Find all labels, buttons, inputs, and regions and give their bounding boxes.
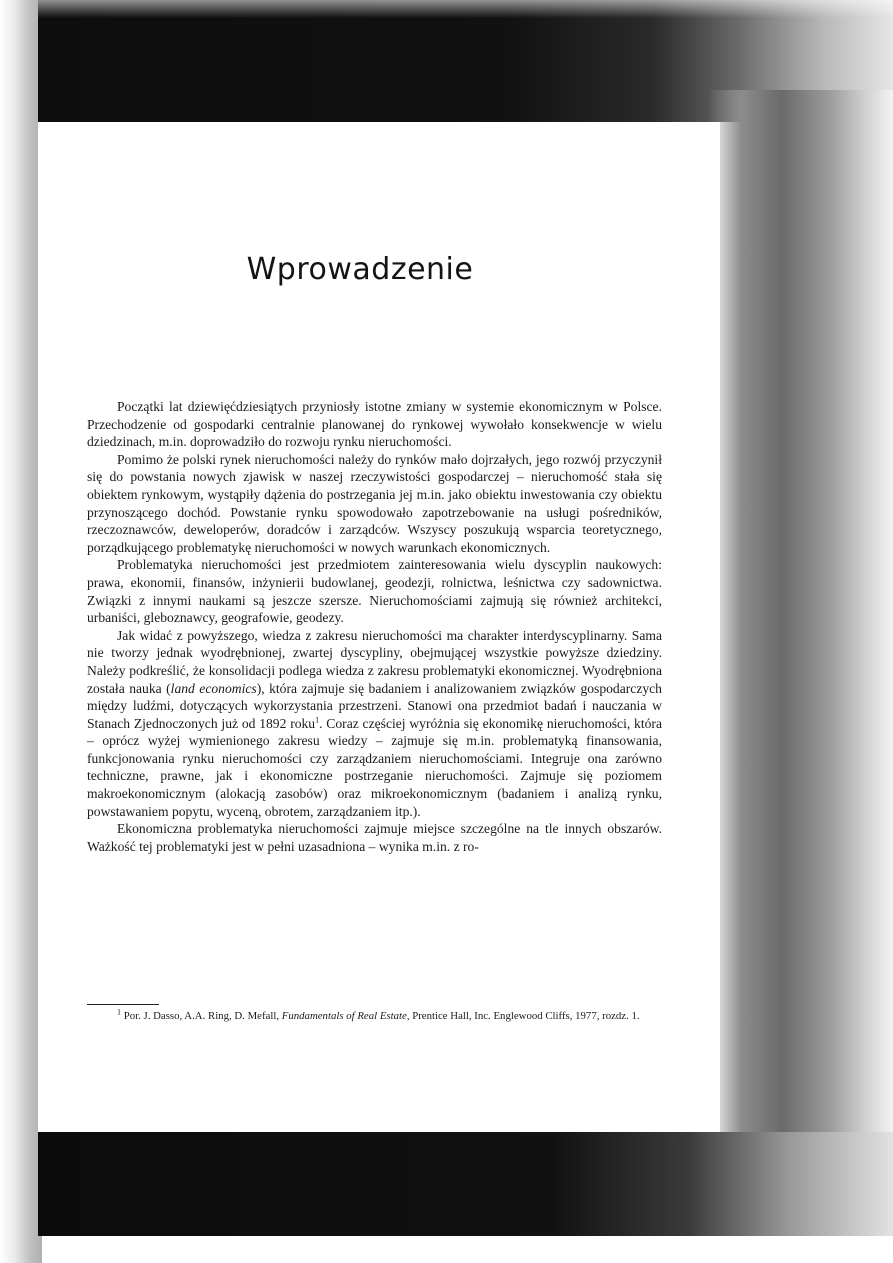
- scan-shadow-left: [0, 0, 42, 1263]
- footnote-part-2: , Prentice Hall, Inc. Englewood Cliffs, 1977, rozdz. 1.: [406, 1010, 640, 1022]
- scan-shadow-right: [708, 90, 893, 1180]
- page-title: Wprowadzenie: [246, 252, 474, 287]
- paragraph-3: Problematyka nieruchomości jest przedmiotem zainteresowania wielu dyscyplin naukowych: prawa, ekonomii, finansów, inżynierii budowlanej, geodezji, rolnictwa, leśnictwa czy sadownictwa. Związki z innymi naukami są jeszcze szersze. Nieruchomościami zajmują się również architekci, urbaniści, gleboznawcy, geografowie, geodezy.: [87, 557, 662, 626]
- body-text: [87, 398, 662, 855]
- paragraph-4-part-3: . Coraz częściej wyróżnia się ekonomikę nieruchomości, która – oprócz wyżej wymienionego zakresu wiedzy – zajmuje się m.in. problematyką finansowania, funkcjonowania rynku nieruchomości czy zarządzaniem nieruchomościami. Integruje ona zarówno techniczne, prawne, jak i ekonomiczne postrzeganie nieruchomości. Zajmuje się poziomem makroekonomicznym (alokacją zasobów) oraz mikroekonomicznym (badaniem i analizą rynku, powstawaniem popytu, wyceną, obrotem, zarządzaniem itp.).: [87, 715, 662, 819]
- paragraph-5: Ekonomiczna problematyka nieruchomości zajmuje miejsce szczególne na tle innych obszarów. Ważkość tej problematyki jest w pełni uzasadniona – wynika m.in. z ro-: [87, 821, 662, 854]
- footnote-reference: 1: [315, 715, 320, 725]
- footnote-book-title: Fundamentals of Real Estate: [281, 1010, 407, 1022]
- paragraph-2: Pomimo że polski rynek nieruchomości należy do rynków mało dojrzałych, jego rozwój przyczynił się do powstania nowych zjawisk w naszej rzeczywistości gospodarczej – nieruchomość stała się obiektem rynkowym, wystąpiły dążenia do postrzegania jej m.in. jako obiektu inwestowania czy obiektu przynoszącego dochód. Powstanie rynku spowodowało zapotrzebowanie na usługi pośredników, rzeczoznawców, deweloperów, doradców i zarządców. Wszyscy poszukują wsparcia teoretycznego, porządkującego problematykę nieruchomości w nowych warunkach ekonomicznych.: [87, 451, 662, 555]
- footnote-mark: 1: [117, 1007, 121, 1017]
- footnote-divider: [87, 1004, 159, 1005]
- paragraph-4: [87, 627, 662, 821]
- scan-shadow-bottom: [38, 1132, 893, 1236]
- footnote-part-1: Por. J. Dasso, A.A. Ring, D. Mefall,: [121, 1010, 282, 1022]
- paragraph-4-italic-term: land economics: [170, 680, 257, 696]
- footnote: [87, 1009, 662, 1024]
- paragraph-4-part-2: ), która zajmuje się badaniem i analizowaniem związków gospodarczych między ludźmi, dotyczących wykorzystania przestrzeni. Stanowi ona przedmiot badań i nauczania w Stanach Zjednoczonych już od 1892 roku: [87, 680, 662, 731]
- paragraph-4-part-1: Jak widać z powyższego, wiedza z zakresu nieruchomości ma charakter interdyscyplinarny. Sama nie tworzy jednak wyodrębnionej, zwartej dyscypliny, obejmującej wszystkie powyższe dziedziny. Należy podkreślić, że konsolidacji podlega wiedza z zakresu problematyki ekonomicznej. Wyodrębniona została nauka (: [87, 627, 662, 696]
- paragraph-1: Początki lat dziewięćdziesiątych przyniosły istotne zmiany w systemie ekonomicznym w Polsce. Przechodzenie od gospodarki centralnie planowanej do rynkowej wywołało konsekwencje w wielu dziedzinach, m.in. doprowadziło do rozwoju rynku nieruchomości.: [87, 399, 662, 450]
